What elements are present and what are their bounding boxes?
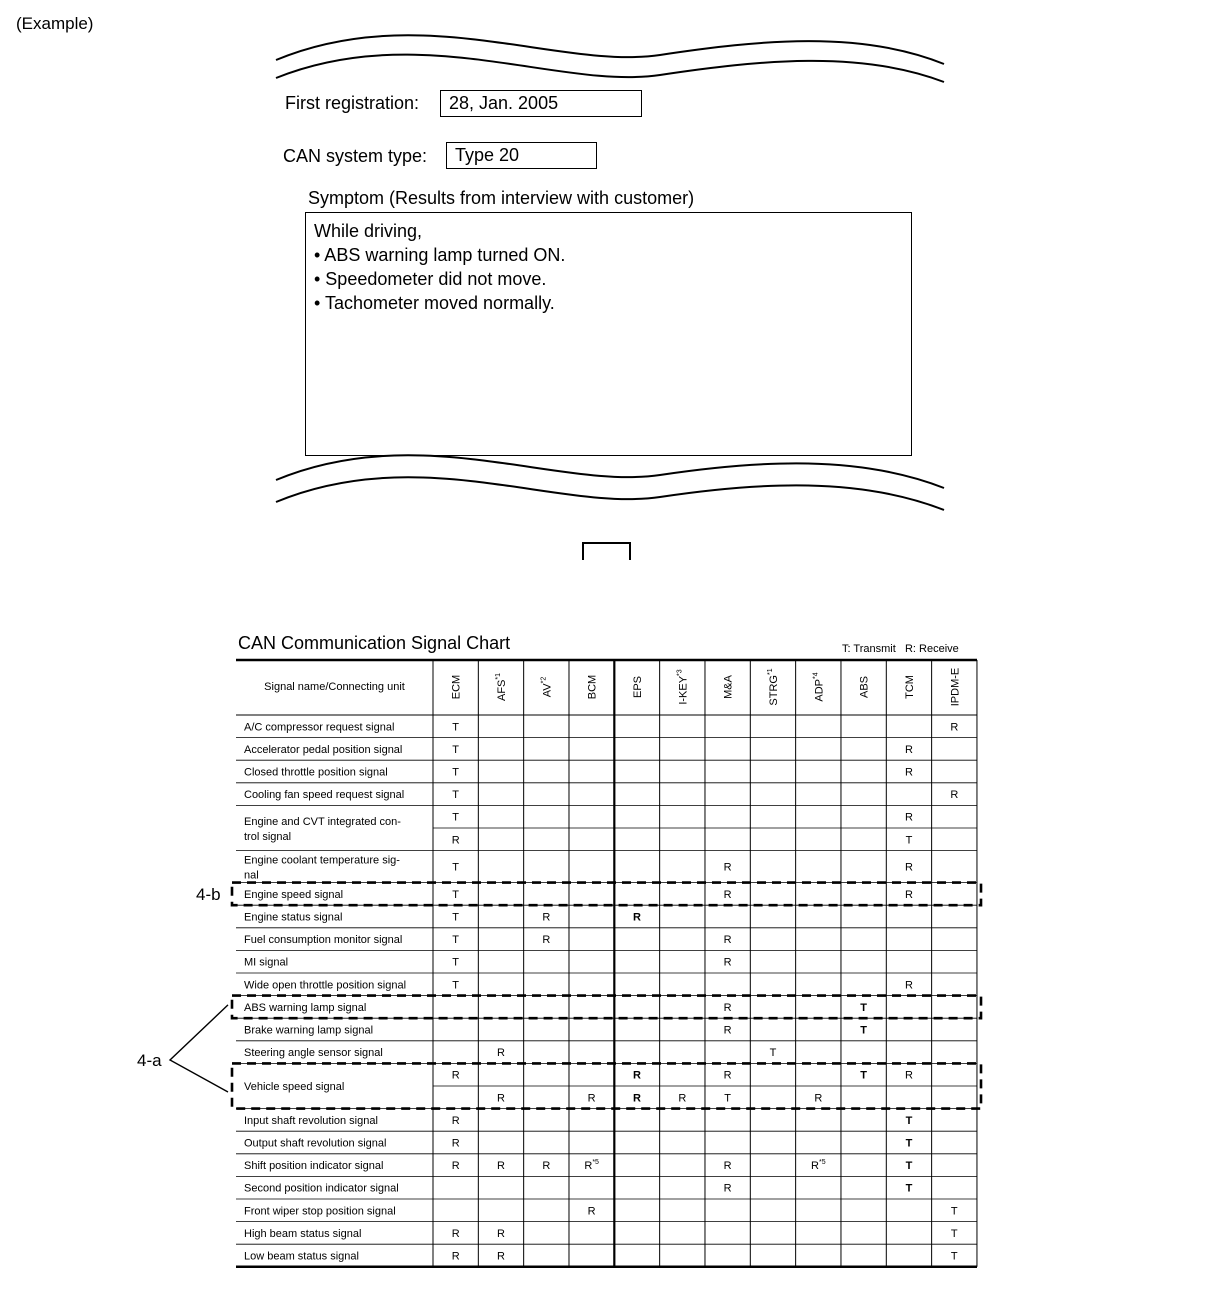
unit-header-strg: STRG$^{*1}$	[766, 668, 780, 706]
first-registration-value: 28, Jan. 2005	[440, 90, 642, 117]
signal-name: nal	[244, 869, 259, 882]
cell-value: T	[950, 1250, 958, 1263]
cell-value: R	[904, 888, 913, 901]
cell-value: R	[451, 1250, 460, 1263]
signal-name: Second position indicator signal	[244, 1182, 399, 1195]
signal-name: Low beam status signal	[244, 1250, 359, 1263]
cell-value: T	[860, 1069, 868, 1082]
cell-value: T	[950, 1205, 958, 1218]
signal-name: Wide open throttle position signal	[244, 979, 407, 992]
signal-name: Engine and CVT integrated con-	[244, 816, 401, 828]
can-system-type-value: Type 20	[446, 142, 597, 169]
chart-legend: T: Transmit R: Receive	[842, 643, 959, 655]
cell-value: R	[723, 1069, 732, 1082]
cell-value: R	[587, 1205, 596, 1218]
cell-value: R	[723, 934, 732, 947]
cell-value: R	[587, 1092, 596, 1105]
chart-title: CAN Communication Signal Chart	[238, 633, 511, 653]
signal-name: Front wiper stop position signal	[244, 1205, 396, 1218]
can-system-type-label: CAN system type:	[283, 146, 428, 166]
signal-name: Engine coolant temperature sig-	[244, 854, 400, 867]
cell-value: R	[542, 911, 551, 924]
unit-header-av: AV$^{*2}$	[540, 676, 554, 698]
unit-header-ipdm-e: IPDM-E	[949, 667, 962, 707]
signal-name: Vehicle speed signal	[244, 1081, 345, 1093]
cell-value: $R^{*5}$	[584, 1159, 599, 1173]
signal-name: Engine status signal	[244, 911, 343, 924]
unit-header-tcm: TCM	[903, 675, 916, 699]
symptom-line: • Speedometer did not move.	[314, 269, 547, 289]
cell-value: T	[452, 888, 460, 901]
cell-value: R	[542, 1160, 551, 1173]
cell-value: T	[724, 1092, 732, 1105]
unit-header-bcm: BCM	[586, 674, 599, 700]
cell-value: T	[905, 1182, 913, 1195]
signal-name: Shift position indicator signal	[244, 1160, 384, 1173]
unit-header-m&a: M&A	[722, 675, 735, 699]
unit-header-ecm: ECM	[450, 674, 463, 700]
cell-value: T	[452, 766, 460, 779]
cell-value: R	[497, 1047, 505, 1060]
cell-value: T	[860, 1024, 868, 1037]
cell-value: R	[497, 1227, 505, 1240]
cell-value: R	[723, 956, 732, 969]
cell-value: R	[451, 1114, 460, 1127]
cell-value: R	[904, 979, 913, 992]
cell-value: R	[904, 1069, 913, 1082]
symptom-line: • ABS warning lamp turned ON.	[314, 245, 566, 265]
cell-value: R	[451, 1160, 460, 1173]
cell-value: R	[723, 1160, 732, 1173]
cell-value: T	[452, 743, 460, 756]
signal-name: trol signal	[244, 831, 292, 843]
cell-value: T	[452, 811, 460, 824]
signal-name: A/C compressor request signal	[244, 721, 395, 734]
signal-name: Closed throttle position signal	[244, 766, 388, 779]
signal-name: Fuel consumption monitor signal	[244, 934, 403, 947]
cell-value: R	[633, 1092, 641, 1105]
cell-value: R	[723, 1024, 732, 1037]
unit-header-eps: EPS	[631, 675, 644, 699]
cell-value: R	[723, 1001, 732, 1014]
cell-value: R	[678, 1092, 687, 1105]
cell-value: R	[633, 1069, 641, 1082]
cell-value: R	[814, 1092, 823, 1105]
header-signal-name: Signal name/Connecting unit	[264, 681, 405, 693]
cell-value: $R^{*5}$	[811, 1159, 826, 1173]
signal-name: ABS warning lamp signal	[244, 1001, 367, 1014]
cell-value: R	[950, 721, 959, 734]
callout-4a: 4-a	[137, 1051, 162, 1070]
signal-name: Accelerator pedal position signal	[244, 743, 403, 756]
cell-value: R	[723, 888, 732, 901]
signal-name: Brake warning lamp signal	[244, 1024, 374, 1037]
cell-value: T	[950, 1227, 958, 1240]
unit-header-abs: ABS	[858, 675, 871, 699]
unit-header-i-key: I-KEY$^{*3}$	[676, 669, 690, 705]
signal-name: MI signal	[244, 956, 289, 969]
cell-value: R	[904, 743, 913, 756]
cell-value: T	[905, 1137, 913, 1150]
cell-value: R	[542, 934, 551, 947]
callout-4b: 4-b	[196, 884, 221, 904]
signal-name: Cooling fan speed request signal	[244, 789, 405, 802]
cell-value: R	[451, 1227, 460, 1240]
cell-value: R	[451, 1069, 460, 1082]
highlight-engine-speed	[232, 883, 981, 906]
signal-name: Steering angle sensor signal	[244, 1047, 383, 1060]
symptom-title: Symptom (Results from interview with customer)	[308, 188, 695, 208]
cell-value: R	[904, 766, 913, 779]
cell-value: R	[723, 1182, 732, 1195]
cell-value: R	[497, 1160, 505, 1173]
callout-4a-bracket	[170, 1005, 228, 1092]
cell-value: T	[452, 934, 460, 947]
cell-value: R	[633, 911, 641, 924]
cell-value: R	[950, 789, 959, 802]
example-label: (Example)	[16, 14, 94, 33]
cell-value: T	[905, 1114, 913, 1127]
first-registration-label: First registration:	[285, 93, 420, 113]
cell-value: T	[452, 861, 460, 874]
unit-header-adp: ADP$^{*4}$	[812, 672, 826, 702]
cell-value: T	[452, 721, 460, 734]
symptom-line: While driving,	[314, 221, 423, 241]
symptom-line: • Tachometer moved normally.	[314, 293, 555, 313]
cell-value: T	[905, 834, 913, 847]
signal-name: Output shaft revolution signal	[244, 1137, 387, 1150]
cell-value: R	[451, 1137, 460, 1150]
cell-value: T	[452, 789, 460, 802]
cell-value: T	[860, 1001, 868, 1014]
cell-value: T	[452, 979, 460, 992]
cell-value: T	[452, 911, 460, 924]
signal-name: High beam status signal	[244, 1227, 362, 1240]
cell-value: R	[723, 861, 732, 874]
unit-header-afs: AFS$^{*1}$	[494, 672, 508, 702]
cell-value: R	[497, 1092, 505, 1105]
signal-name: Input shaft revolution signal	[244, 1114, 378, 1127]
cell-value: R	[904, 861, 913, 874]
cell-value: T	[452, 956, 460, 969]
cell-value: R	[904, 811, 913, 824]
cell-value: R	[451, 834, 460, 847]
signal-name: Engine speed signal	[244, 888, 344, 901]
cell-value: T	[769, 1047, 777, 1060]
cell-value: T	[905, 1160, 913, 1173]
cell-value: R	[497, 1250, 505, 1263]
